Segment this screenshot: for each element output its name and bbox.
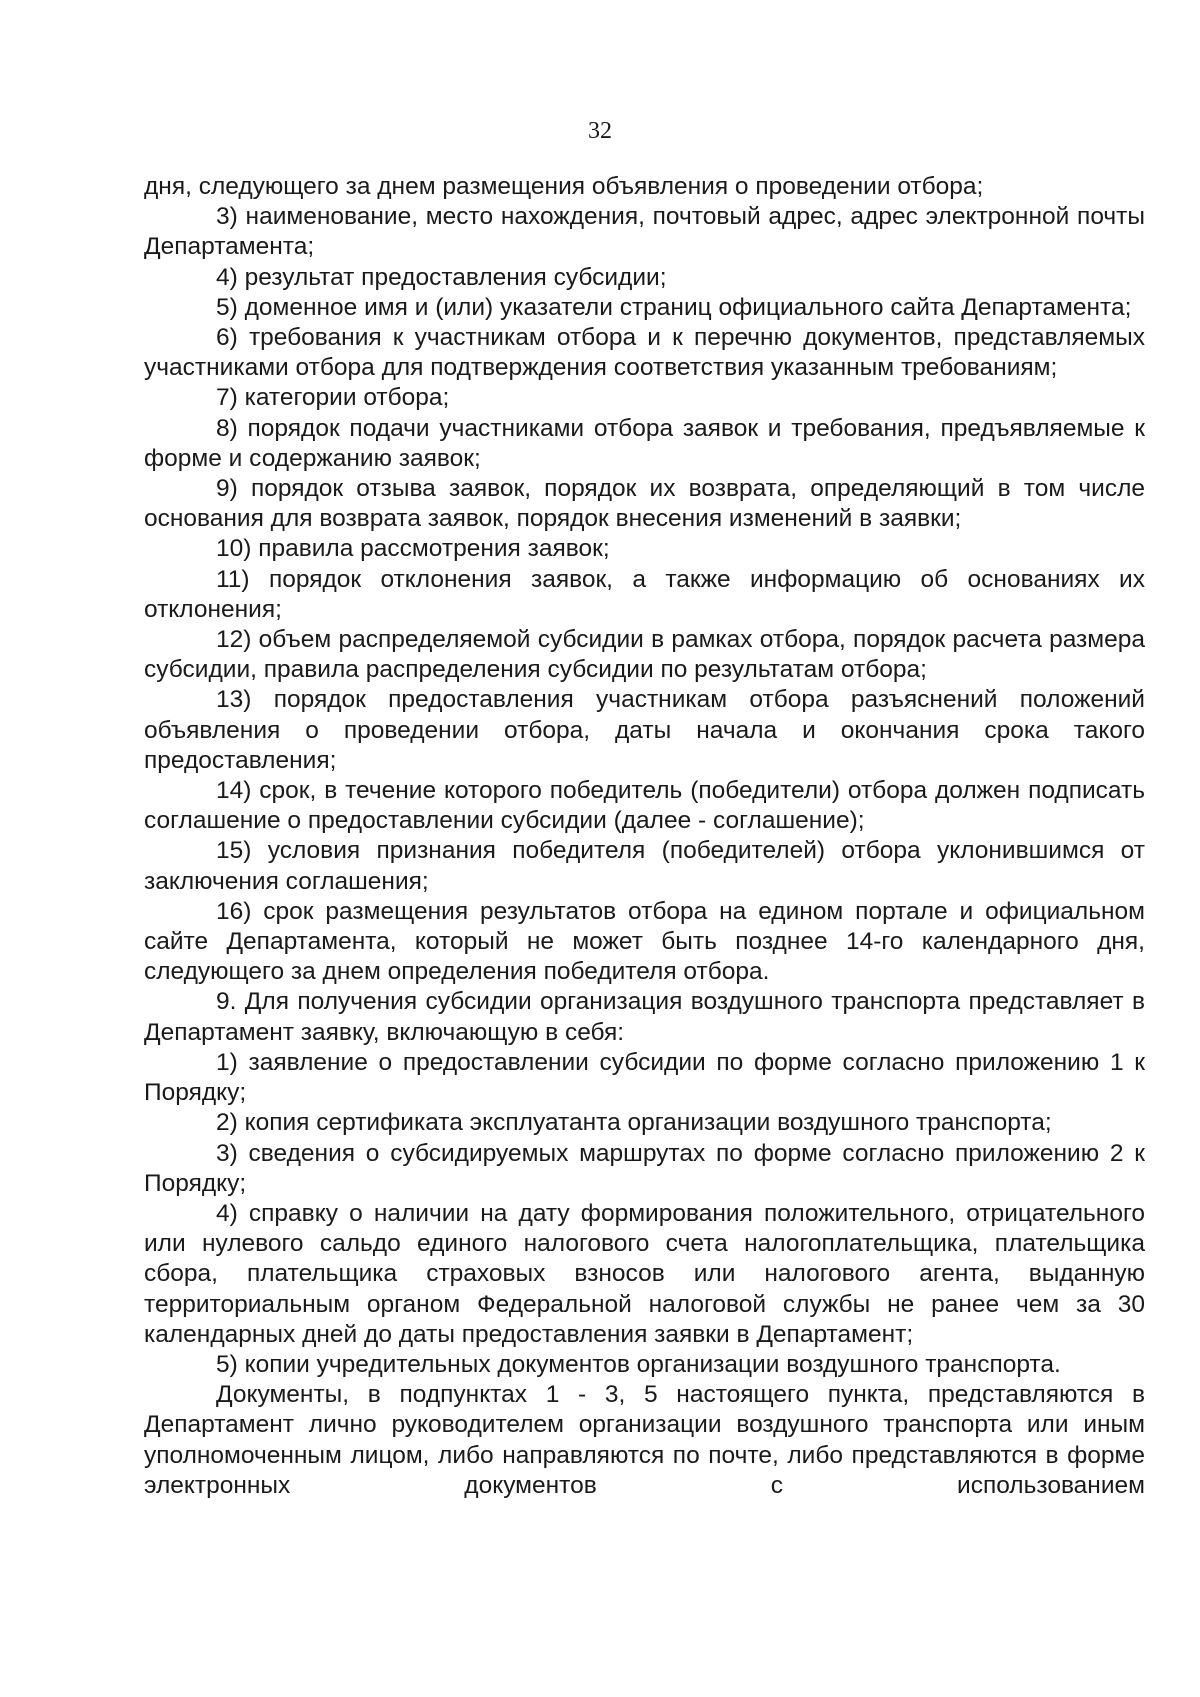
paragraph: 13) порядок предоставления участникам отбора разъяснений положений объявления о проведении отбора, даты начала и окончания срока такого предоставления; — [144, 686, 1145, 774]
paragraph: 15) условия признания победителя (победителей) отбора уклонившимся от заключения соглашения; — [144, 837, 1145, 895]
paragraph: 9. Для получения субсидии организация воздушного транспорта представляет в Департамент заявку, включающую в себя: — [144, 988, 1145, 1046]
paragraph: 4) справку о наличии на дату формирования положительного, отрицательного или нулевого сальдо единого налогового счета налогоплательщика, плательщика сбора, плательщика страховых взносов или налогового агента, выданную территориальным органом Федеральной налоговой службы не ранее чем за 30 календарных дней до даты предоставления заявки в Департамент; — [144, 1199, 1145, 1348]
paragraph: 16) срок размещения результатов отбора на едином портале и официальном сайте Департамента, который не может быть позднее 14-го календарного дня, следующего за днем определения победителя отбора. — [144, 897, 1145, 986]
paragraph: 1) заявление о предоставлении субсидии по форме согласно приложению 1 к Порядку; — [144, 1048, 1145, 1107]
document-body — [144, 172, 1145, 1501]
paragraph: 6) требования к участникам отбора и к перечню документов, представляемых участниками отбора для подтверждения соответствия указанным требованиям; — [144, 324, 1145, 382]
paragraph: 5) копии учредительных документов организации воздушного транспорта. — [216, 1350, 1061, 1378]
paragraph: 5) доменное имя и (или) указатели страниц официального сайта Департамента; — [216, 293, 1132, 321]
paragraph: 7) категории отбора; — [216, 384, 450, 412]
paragraph: 3) наименование, место нахождения, почтовый адрес, адрес электронной почты Департамента; — [144, 203, 1145, 261]
paragraph: 9) порядок отзыва заявок, порядок их возврата, определяющий в том числе основания для возврата заявок, порядок внесения изменений в заявки; — [144, 475, 1145, 533]
paragraph: 2) копия сертификата эксплуатанта организации воздушного транспорта; — [216, 1109, 1052, 1137]
page-number: 32 — [588, 118, 612, 144]
paragraph: 12) объем распределяемой субсидии в рамках отбора, порядок расчета размера субсидии, правила распределения субсидии по результатам отбора; — [144, 626, 1145, 684]
paragraph: 3) сведения о субсидируемых маршрутах по форме согласно приложению 2 к Порядку; — [144, 1139, 1145, 1197]
paragraph: 8) порядок подачи участниками отбора заявок и требования, предъявляемые к форме и содержанию заявок; — [144, 414, 1145, 472]
paragraph: 14) срок, в течение которого победитель (победители) отбора должен подписать соглашение о предоставлении субсидии (далее - соглашение); — [144, 777, 1145, 835]
paragraph: 4) результат предоставления субсидии; — [216, 263, 667, 291]
paragraph: дня, следующего за днем размещения объявления о проведении отбора; — [144, 173, 984, 200]
paragraph: 11) порядок отклонения заявок, а также информацию об основаниях их отклонения; — [144, 565, 1145, 623]
paragraph: 10) правила рассмотрения заявок; — [216, 535, 610, 563]
paragraph: Документы, в подпунктах 1 - 3, 5 настоящего пункта, представляются в Департамент лично руководителем организации воздушного транспорта или иным уполномоченным лицом, либо направляются по почте, либо представляются в форме электронных документов с использованием — [144, 1381, 1145, 1499]
